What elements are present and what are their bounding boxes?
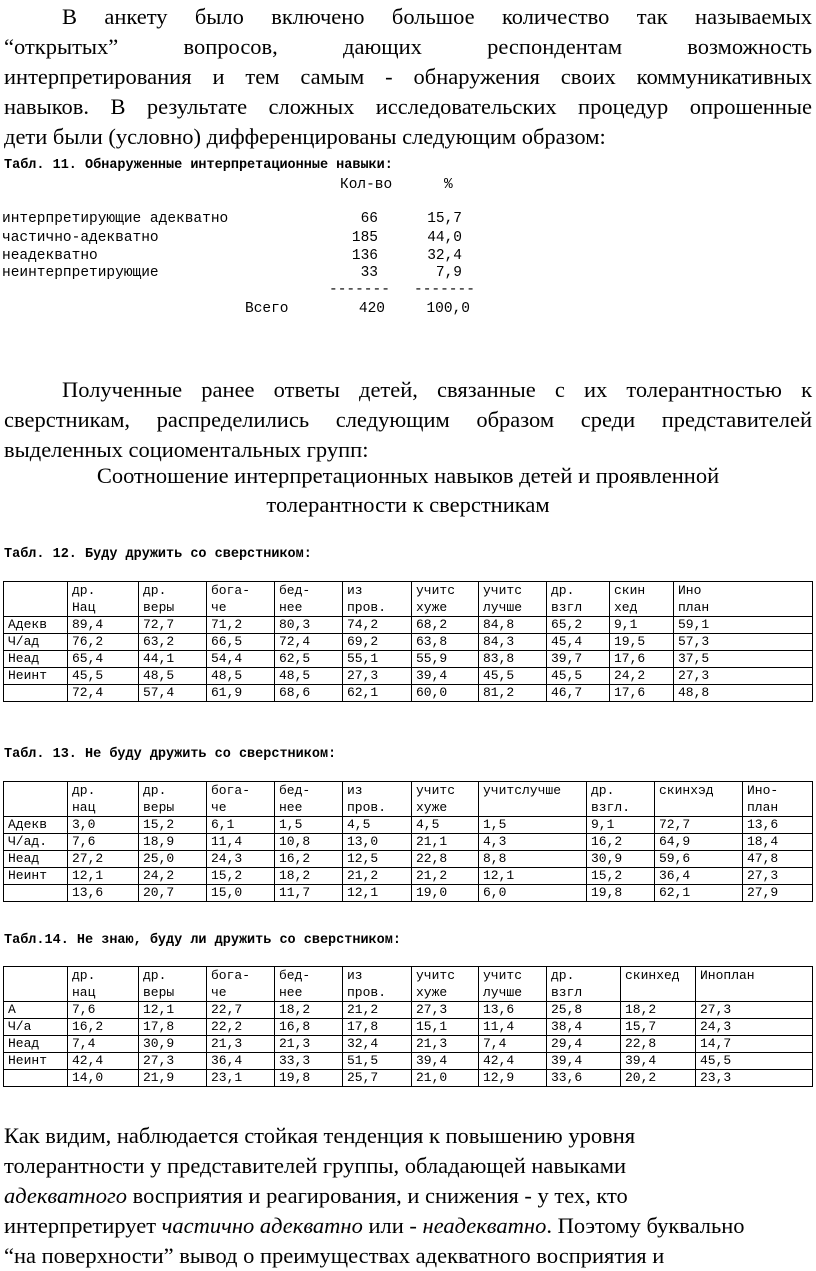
table-header-row (4, 967, 813, 1002)
table-cell: 27,3 (412, 1002, 479, 1019)
table-cell: 59,6 (655, 851, 743, 868)
table-cell: 9,1 (610, 617, 674, 634)
table-row-label: Неад (4, 651, 68, 668)
table-cell: 22,8 (412, 851, 479, 868)
table-header-cell: Иноплан (696, 967, 813, 1002)
table-cell: 17,6 (610, 685, 674, 702)
table-cell: 21,2 (412, 868, 479, 885)
table-cell: 16,2 (587, 834, 655, 851)
table-header-cell: Ино план (674, 582, 813, 617)
table-cell: 80,3 (275, 617, 343, 634)
table-cell: 18,4 (743, 834, 813, 851)
table-header-cell: др. Нац (68, 582, 139, 617)
table-cell: 25,7 (343, 1070, 412, 1087)
table-header-cell: др. нац (68, 782, 139, 817)
table-cell: 42,4 (479, 1053, 547, 1070)
table-cell: 16,8 (275, 1019, 343, 1036)
table-row (4, 617, 813, 634)
table-row (4, 1002, 813, 1019)
table-cell: 15,0 (207, 885, 275, 902)
table-cell: 1,5 (275, 817, 343, 834)
table-cell: 24,3 (696, 1019, 813, 1036)
table-cell: 21,1 (412, 834, 479, 851)
table11-total-label: Всего (245, 301, 289, 317)
table-cell: 30,9 (139, 1036, 207, 1053)
table-cell: 54,4 (207, 651, 275, 668)
intro-line: В анкету было включено большое количество так называемых (62, 4, 812, 29)
table11-rule: ------- (414, 282, 475, 298)
table-cell: 24,3 (207, 851, 275, 868)
table-cell: 22,8 (621, 1036, 696, 1053)
table-cell: 15,7 (621, 1019, 696, 1036)
table-row-label (4, 685, 68, 702)
table-cell: 15,2 (139, 817, 207, 834)
table-cell: 13,6 (68, 885, 139, 902)
table-cell: 29,4 (547, 1036, 621, 1053)
table-cell: 23,1 (207, 1070, 275, 1087)
table-row (4, 851, 813, 868)
table-cell: 27,9 (743, 885, 813, 902)
table-cell: 48,8 (674, 685, 813, 702)
text: . Поэтому буквально (546, 1213, 745, 1238)
table11-col-pct: % (444, 177, 453, 193)
table-cell: 27,3 (696, 1002, 813, 1019)
table-cell: 6,0 (479, 885, 587, 902)
emphasis: адекватного (4, 1183, 127, 1208)
emphasis: частично адекватно (161, 1213, 363, 1238)
table-cell: 6,1 (207, 817, 275, 834)
table-cell: 55,9 (412, 651, 479, 668)
table-cell: 27,3 (343, 668, 412, 685)
table-cell: 12,5 (343, 851, 412, 868)
table-cell: 30,9 (587, 851, 655, 868)
table-cell: 48,5 (207, 668, 275, 685)
table-cell: 24,2 (610, 668, 674, 685)
table-row-label: Неинт (4, 1053, 68, 1070)
table-row (4, 668, 813, 685)
conclusion-line: Как видим, наблюдается стойкая тенденция к повышению уровня (4, 1123, 636, 1148)
table-row-label: Адекв (4, 817, 68, 834)
table11-total-count: 420 (358, 301, 385, 317)
table-cell: 18,9 (139, 834, 207, 851)
table-cell: 22,7 (207, 1002, 275, 1019)
table11-row-label: неадекватно (2, 248, 98, 264)
table-cell: 57,4 (139, 685, 207, 702)
table11-row-label: неинтерпретирующие (2, 265, 159, 281)
table-cell: 27,2 (68, 851, 139, 868)
table-cell: 4,5 (343, 817, 412, 834)
table-cell: 12,1 (343, 885, 412, 902)
table-cell: 25,0 (139, 851, 207, 868)
table-cell: 17,8 (139, 1019, 207, 1036)
table-row (4, 1019, 813, 1036)
table-header-cell: др. веры (139, 967, 207, 1002)
table-cell: 14,7 (696, 1036, 813, 1053)
table-cell: 68,6 (275, 685, 343, 702)
table-cell: 27,3 (674, 668, 813, 685)
table-cell: 60,0 (412, 685, 479, 702)
middle-paragraph (4, 375, 812, 465)
table-cell: 21,0 (412, 1070, 479, 1087)
table12 (3, 581, 813, 702)
table-header-cell: скин хед (610, 582, 674, 617)
table-cell: 44,1 (139, 651, 207, 668)
table-cell: 46,7 (547, 685, 610, 702)
table-cell: 12,1 (68, 868, 139, 885)
table-cell: 55,1 (343, 651, 412, 668)
table-cell: 65,4 (68, 651, 139, 668)
table11-row-count: 33 (360, 265, 378, 281)
table-cell: 62,1 (655, 885, 743, 902)
table-cell: 72,4 (275, 634, 343, 651)
table-cell: 68,2 (412, 617, 479, 634)
conclusion-paragraph (4, 1121, 812, 1271)
table-cell: 16,2 (68, 1019, 139, 1036)
table-cell: 48,5 (139, 668, 207, 685)
table-cell: 38,4 (547, 1019, 621, 1036)
table-cell: 72,4 (68, 685, 139, 702)
section-heading: толерантности к сверстникам (266, 492, 550, 517)
table-cell: 45,5 (696, 1053, 813, 1070)
table-row (4, 817, 813, 834)
table-cell: 21,2 (343, 868, 412, 885)
table-cell: 83,8 (479, 651, 547, 668)
text: или - (362, 1213, 423, 1238)
table-header-cell: бед- нее (275, 782, 343, 817)
table-header-cell: бога- че (207, 582, 275, 617)
table-cell: 14,0 (68, 1070, 139, 1087)
table-cell: 8,8 (479, 851, 587, 868)
table-header-cell: учитс лучше (479, 582, 547, 617)
table11-row-label: частично-адекватно (2, 230, 159, 246)
table-cell: 81,2 (479, 685, 547, 702)
table-cell: 23,3 (696, 1070, 813, 1087)
table-header-cell: из пров. (343, 967, 412, 1002)
table-cell: 65,2 (547, 617, 610, 634)
table-cell: 66,5 (207, 634, 275, 651)
table-cell: 21,9 (139, 1070, 207, 1087)
table-cell: 11,4 (207, 834, 275, 851)
table-cell: 25,8 (547, 1002, 621, 1019)
table-header-cell: др. веры (139, 782, 207, 817)
table-cell: 36,4 (655, 868, 743, 885)
table-cell: 21,3 (275, 1036, 343, 1053)
emphasis: неадекватно (422, 1213, 547, 1238)
table11-row-count: 66 (360, 211, 378, 227)
table-cell: 39,4 (412, 668, 479, 685)
middle-line: Полученные ранее ответы детей, связанные с их толерантностью к (62, 377, 812, 402)
table12-caption: Табл. 12. Буду дружить со сверстником: (4, 547, 312, 562)
table-row-label: Неинт (4, 668, 68, 685)
table-cell: 15,1 (412, 1019, 479, 1036)
table14 (3, 966, 813, 1087)
table-cell: 84,8 (479, 617, 547, 634)
table-row (4, 1053, 813, 1070)
table-row (4, 685, 813, 702)
table-cell: 63,2 (139, 634, 207, 651)
intro-line: дети были (условно) дифференцированы следующим образом: (4, 124, 606, 149)
table-cell: 13,6 (479, 1002, 547, 1019)
table-row-label: Ч/а (4, 1019, 68, 1036)
table-cell: 7,6 (68, 1002, 139, 1019)
table-cell: 12,1 (479, 868, 587, 885)
table11-row-count: 185 (351, 230, 378, 246)
table-cell: 64,9 (655, 834, 743, 851)
table-header-cell: др. нац (68, 967, 139, 1002)
table-cell: 69,2 (343, 634, 412, 651)
table-cell: 71,2 (207, 617, 275, 634)
table-cell: 12,1 (139, 1002, 207, 1019)
table-header-cell: учитс хуже (412, 782, 479, 817)
table-cell: 19,8 (587, 885, 655, 902)
table11-row-pct: 15,7 (427, 211, 462, 227)
table-header-cell: др. веры (139, 582, 207, 617)
intro-line: интерпретирования и тем самым - обнаружения своих коммуникативных (4, 64, 812, 89)
table-header-cell: скинхэд (655, 782, 743, 817)
table-cell: 33,3 (275, 1053, 343, 1070)
table-header-cell: учитс хуже (412, 582, 479, 617)
table-cell: 21,3 (207, 1036, 275, 1053)
table-header-cell: Ино- план (743, 782, 813, 817)
table-row (4, 885, 813, 902)
table-header-cell (4, 782, 68, 817)
table-cell: 47,8 (743, 851, 813, 868)
table-cell: 45,5 (68, 668, 139, 685)
table-row-label (4, 1070, 68, 1087)
conclusion-line (4, 1181, 812, 1211)
table-row (4, 1070, 813, 1087)
table-cell: 89,4 (68, 617, 139, 634)
table11-row-count: 136 (351, 248, 378, 264)
table-cell: 10,8 (275, 834, 343, 851)
table-cell: 15,2 (587, 868, 655, 885)
table-cell: 7,6 (68, 834, 139, 851)
table-row-label (4, 885, 68, 902)
conclusion-line (4, 1211, 812, 1241)
table-header-cell: бед- нее (275, 582, 343, 617)
table-cell: 24,2 (139, 868, 207, 885)
text: интерпретирует (4, 1213, 162, 1238)
table-row (4, 868, 813, 885)
table-cell: 18,2 (275, 1002, 343, 1019)
table-cell: 45,4 (547, 634, 610, 651)
table14-caption: Табл.14. Не знаю, буду ли дружить со сверстником: (4, 933, 401, 948)
table-header-cell (4, 582, 68, 617)
table-cell: 45,5 (479, 668, 547, 685)
table11-row-pct: 7,9 (435, 265, 462, 281)
table-header-row (4, 582, 813, 617)
table-row (4, 834, 813, 851)
table-cell: 17,8 (343, 1019, 412, 1036)
table-cell: 11,4 (479, 1019, 547, 1036)
table11-caption: Табл. 11. Обнаруженные интерпретационные навыки: (4, 158, 393, 173)
table11-row-pct: 44,0 (427, 230, 462, 246)
table-cell: 7,4 (68, 1036, 139, 1053)
table-cell: 74,2 (343, 617, 412, 634)
table11-rule: ------- (329, 282, 390, 298)
table-cell: 19,8 (275, 1070, 343, 1087)
table-cell: 72,7 (655, 817, 743, 834)
table-cell: 18,2 (621, 1002, 696, 1019)
table-header-cell: из пров. (343, 782, 412, 817)
table-header-cell: учитс лучше (479, 967, 547, 1002)
table-cell: 20,7 (139, 885, 207, 902)
table-cell: 19,0 (412, 885, 479, 902)
table-cell: 18,2 (275, 868, 343, 885)
table-row-label: Адекв (4, 617, 68, 634)
table-header-cell: учитс хуже (412, 967, 479, 1002)
table-cell: 11,7 (275, 885, 343, 902)
table-cell: 42,4 (68, 1053, 139, 1070)
table-header-cell: др. взгл. (587, 782, 655, 817)
table-row (4, 634, 813, 651)
table-cell: 39,7 (547, 651, 610, 668)
table-header-cell: др. взгл (547, 967, 621, 1002)
table-cell: 21,2 (343, 1002, 412, 1019)
table-header-cell: др. взгл (547, 582, 610, 617)
middle-line: сверстникам, распределились следующим образом среди представителей (4, 407, 812, 432)
table11-col-count: Кол-во (340, 177, 393, 193)
table-row (4, 651, 813, 668)
table-cell: 45,5 (547, 668, 610, 685)
table-cell: 72,7 (139, 617, 207, 634)
table-row-label: Ч/ад. (4, 834, 68, 851)
table-cell: 4,5 (412, 817, 479, 834)
table-cell: 20,2 (621, 1070, 696, 1087)
table-cell: 63,8 (412, 634, 479, 651)
table-row (4, 1036, 813, 1053)
table-row-label: Ч/ад (4, 634, 68, 651)
table-cell: 39,4 (547, 1053, 621, 1070)
intro-paragraph (4, 2, 812, 152)
table-cell: 4,3 (479, 834, 587, 851)
table-cell: 1,5 (479, 817, 587, 834)
table-cell: 7,4 (479, 1036, 547, 1053)
table-header-cell: из пров. (343, 582, 412, 617)
table-row-label: Неинт (4, 868, 68, 885)
conclusion-line: толерантности у представителей группы, обладающей навыками (4, 1153, 626, 1178)
table-cell: 33,6 (547, 1070, 621, 1087)
table11-row-pct: 32,4 (427, 248, 462, 264)
table-cell: 36,4 (207, 1053, 275, 1070)
table-cell: 13,6 (743, 817, 813, 834)
table-cell: 13,0 (343, 834, 412, 851)
table-header-cell: бога- че (207, 967, 275, 1002)
table-cell: 3,0 (68, 817, 139, 834)
table-header-cell (4, 967, 68, 1002)
section-heading: Соотношение интерпретационных навыков детей и проявленной (96, 463, 720, 488)
table-cell: 59,1 (674, 617, 813, 634)
table-cell: 12,9 (479, 1070, 547, 1087)
table-cell: 15,2 (207, 868, 275, 885)
table-header-cell: бога- че (207, 782, 275, 817)
table-row-label: Неад (4, 1036, 68, 1053)
table11-total-pct: 100,0 (426, 301, 470, 317)
table-cell: 48,5 (275, 668, 343, 685)
table-cell: 21,3 (412, 1036, 479, 1053)
table-cell: 51,5 (343, 1053, 412, 1070)
table-cell: 32,4 (343, 1036, 412, 1053)
table-cell: 22,2 (207, 1019, 275, 1036)
table-cell: 9,1 (587, 817, 655, 834)
table11-row-label: интерпретирующие адекватно (2, 211, 229, 227)
table13 (3, 781, 813, 902)
table-cell: 17,6 (610, 651, 674, 668)
table-cell: 84,3 (479, 634, 547, 651)
text: восприятия и реагирования, и снижения - у тех, кто (126, 1183, 628, 1208)
table-header-cell: бед- нее (275, 967, 343, 1002)
table-cell: 61,9 (207, 685, 275, 702)
table-cell: 27,3 (743, 868, 813, 885)
table-row-label: Неад (4, 851, 68, 868)
intro-line: “открытых” вопросов, дающих респондентам возможность (4, 34, 812, 59)
table-cell: 39,4 (621, 1053, 696, 1070)
table-header-cell: скинхед (621, 967, 696, 1002)
table-header-row (4, 782, 813, 817)
table-cell: 27,3 (139, 1053, 207, 1070)
table13-caption: Табл. 13. Не буду дружить со сверстником: (4, 747, 337, 762)
table-header-cell: учитслучше (479, 782, 587, 817)
table-cell: 62,5 (275, 651, 343, 668)
table-cell: 76,2 (68, 634, 139, 651)
table-cell: 37,5 (674, 651, 813, 668)
intro-line: навыков. В результате сложных исследовательских процедур опрошенные (4, 94, 812, 119)
table-cell: 19,5 (610, 634, 674, 651)
table-row-label: А (4, 1002, 68, 1019)
table-cell: 62,1 (343, 685, 412, 702)
middle-line: выделенных социоментальных групп: (4, 437, 369, 462)
table-cell: 57,3 (674, 634, 813, 651)
table-cell: 16,2 (275, 851, 343, 868)
table-cell: 39,4 (412, 1053, 479, 1070)
conclusion-line: “на поверхности” вывод о преимуществах адекватного восприятия и (4, 1243, 665, 1268)
